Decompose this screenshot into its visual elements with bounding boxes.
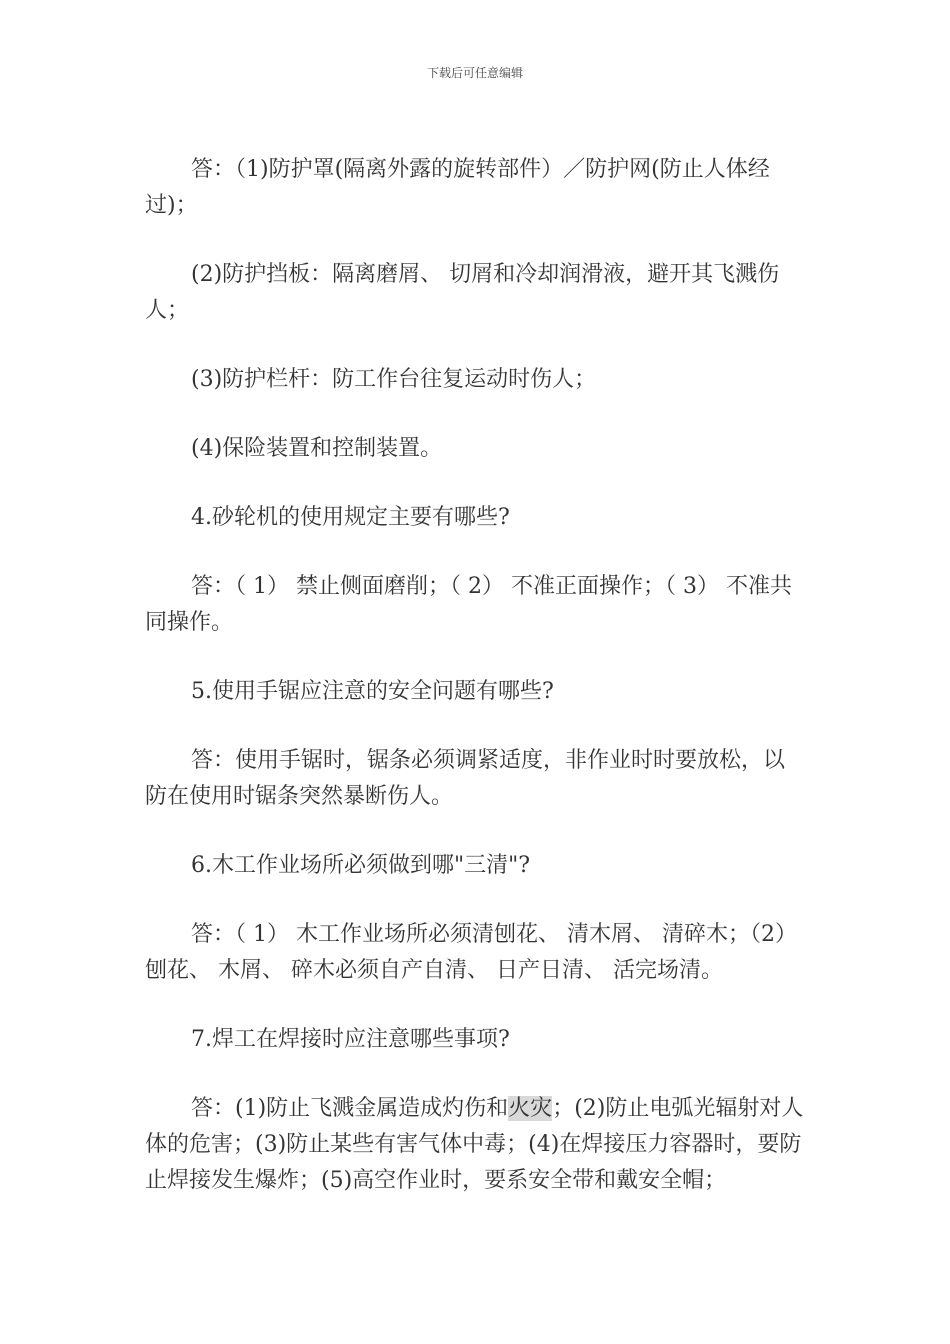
- question-6: 6.木工作业场所必须做到哪"三清"?: [191, 853, 531, 878]
- page-header: 下载后可任意编辑: [426, 66, 523, 80]
- answer-7-text-end: ；(2)防止电弧光辐射对人体的危害；(3)防止某些有害气体中毒；(4)在焊接压力容器时，要防止焊接发生爆炸；(5)高空作业时，要系安全带和戴安全帽；: [145, 1096, 804, 1193]
- answer-6: 答：（ 1） 木工作业场所必须清刨花、 清木屑、 清碎木；（2） 刨花、 木屑、 碎木必须自产自清、 日产日清、 活完场清。: [145, 922, 797, 983]
- answer-3-part-3: (3)防护栏杆：防工作台往复运动时伤人；: [191, 367, 597, 392]
- question-5: 5.使用手锯应注意的安全问题有哪些?: [191, 679, 554, 704]
- answer-7-text-start: 答：(1)防止飞溅金属造成灼伤和: [191, 1096, 509, 1121]
- question-4: 4.砂轮机的使用规定主要有哪些?: [191, 505, 510, 530]
- document-body: [145, 152, 805, 1199]
- highlighted-text: 火灾: [508, 1096, 553, 1121]
- answer-5: 答：使用手锯时，锯条必须调紧适度，非作业时时要放松，以防在使用时锯条突然暴断伤人。: [145, 748, 786, 809]
- answer-4: 答：（ 1） 禁止侧面磨削；（ 2） 不准正面操作；（ 3） 不准共同操作。: [145, 574, 792, 635]
- answer-3-part-2: (2)防护挡板：隔离磨屑、 切屑和冷却润滑液，避开其飞溅伤人；: [145, 262, 780, 323]
- answer-7: [145, 1091, 805, 1199]
- answer-3-part-4: (4)保险装置和控制装置。: [191, 436, 443, 461]
- question-7: 7.焊工在焊接时应注意哪些事项?: [191, 1027, 510, 1052]
- answer-3-part-1: 答：（1)防护罩(隔离外露的旋转部件）／防护网(防止人体经过)；: [145, 157, 770, 218]
